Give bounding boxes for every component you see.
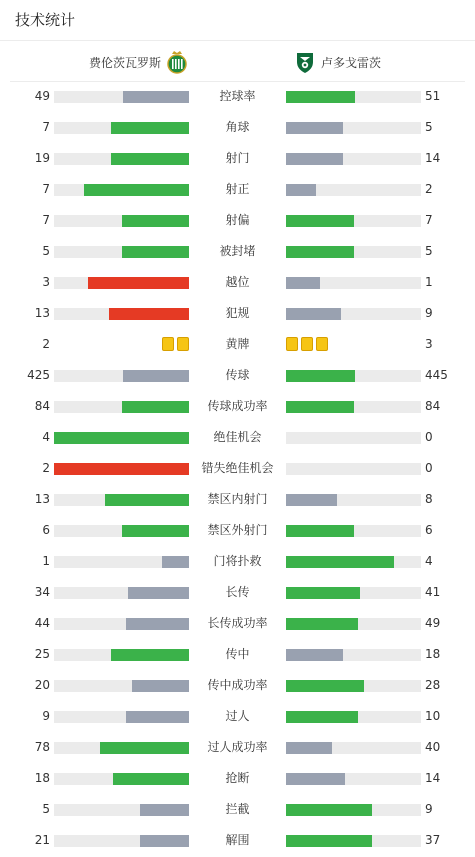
home-value: 84 — [34, 399, 50, 413]
away-value: 10 — [425, 709, 441, 723]
stat-label: 长传成功率 — [207, 616, 268, 630]
away-value: 3 — [425, 337, 433, 351]
away-bar-track — [286, 494, 421, 506]
home-bar-fill — [105, 494, 189, 506]
away-value: 28 — [425, 678, 441, 692]
home-bar-fill — [126, 711, 189, 723]
away-bar-track — [286, 308, 421, 320]
away-value: 37 — [425, 833, 441, 847]
stat-label: 传中成功率 — [207, 678, 268, 692]
home-value: 7 — [42, 120, 50, 134]
stat-label: 过人成功率 — [207, 740, 268, 754]
stat-row — [0, 670, 475, 701]
stat-row — [0, 825, 475, 856]
home-bar-track — [54, 122, 189, 134]
home-bar-track — [54, 835, 189, 847]
away-bar-fill — [286, 835, 372, 847]
home-value: 5 — [42, 244, 50, 258]
away-value: 445 — [425, 368, 448, 382]
stat-label: 射门 — [225, 151, 250, 165]
away-value: 18 — [425, 647, 441, 661]
home-value: 2 — [42, 461, 50, 475]
stat-label: 犯规 — [225, 306, 250, 320]
home-bar-fill — [54, 463, 189, 475]
home-value: 4 — [42, 430, 50, 444]
away-bar-fill — [286, 742, 332, 754]
away-value: 0 — [425, 461, 433, 475]
away-team-name: 卢多戈雷茨 — [321, 55, 382, 70]
away-bar-track — [286, 742, 421, 754]
away-value: 8 — [425, 492, 433, 506]
stat-label: 禁区内射门 — [207, 492, 268, 506]
away-bar-track — [286, 804, 421, 816]
away-bar-fill — [286, 711, 358, 723]
away-team[interactable] — [294, 50, 381, 74]
home-bar-fill — [54, 432, 189, 444]
home-bar-track — [54, 463, 189, 475]
home-value: 3 — [42, 275, 50, 289]
away-value: 40 — [425, 740, 441, 754]
home-team[interactable] — [89, 50, 188, 74]
away-bar-track — [286, 153, 421, 165]
home-bar-track — [54, 215, 189, 227]
home-value: 1 — [42, 554, 50, 568]
away-bar-track — [286, 215, 421, 227]
stat-row — [0, 763, 475, 794]
stat-row — [0, 794, 475, 825]
stat-row — [0, 484, 475, 515]
stat-row — [0, 577, 475, 608]
stat-row — [0, 701, 475, 732]
stat-label: 传球成功率 — [207, 399, 268, 413]
stat-row — [0, 608, 475, 639]
stat-label: 射正 — [225, 182, 250, 196]
stat-label: 禁区外射门 — [207, 523, 268, 537]
home-bar-track — [54, 525, 189, 537]
away-bar-fill — [286, 618, 358, 630]
page-title: 技术统计 — [15, 11, 76, 29]
stat-row — [0, 143, 475, 174]
away-bar-track — [286, 463, 421, 475]
home-bar-fill — [128, 587, 189, 599]
away-bar-fill — [286, 91, 355, 103]
away-bar-fill — [286, 153, 343, 165]
away-bar-fill — [286, 401, 354, 413]
home-bar-track — [54, 308, 189, 320]
away-bar-track — [286, 711, 421, 723]
away-value: 4 — [425, 554, 433, 568]
home-bar-track — [54, 153, 189, 165]
away-bar-fill — [286, 804, 372, 816]
stat-label: 传球 — [225, 368, 250, 382]
stat-row — [0, 546, 475, 577]
home-bar-fill — [109, 308, 189, 320]
ferencvaros-crest-icon — [166, 50, 188, 74]
away-bar-track — [286, 91, 421, 103]
away-bar-track — [286, 432, 421, 444]
home-bar-fill — [126, 618, 189, 630]
away-bar-fill — [286, 556, 394, 568]
stat-row — [0, 267, 475, 298]
home-bar-fill — [111, 649, 189, 661]
stat-row — [0, 81, 475, 112]
home-value: 13 — [34, 492, 50, 506]
away-bar-fill — [286, 277, 320, 289]
away-bar-track — [286, 649, 421, 661]
home-bar-track — [54, 370, 189, 382]
stat-row — [0, 298, 475, 329]
home-value: 44 — [34, 616, 50, 630]
home-bar-fill — [122, 215, 190, 227]
home-value: 18 — [34, 771, 50, 785]
away-bar-track — [286, 587, 421, 599]
away-value: 14 — [425, 151, 441, 165]
away-value: 7 — [425, 213, 433, 227]
away-value: 6 — [425, 523, 433, 537]
home-value: 78 — [34, 740, 50, 754]
away-bar-track — [286, 184, 421, 196]
away-bar-fill — [286, 680, 364, 692]
home-value: 7 — [42, 213, 50, 227]
away-value: 5 — [425, 244, 433, 258]
stat-row — [0, 236, 475, 267]
away-bar-fill — [286, 587, 360, 599]
stat-label: 长传 — [225, 585, 250, 599]
home-bar-track — [54, 649, 189, 661]
home-bar-track — [54, 556, 189, 568]
stat-label: 绝佳机会 — [213, 430, 262, 444]
stat-row — [0, 391, 475, 422]
away-bar-track — [286, 401, 421, 413]
home-value: 7 — [42, 182, 50, 196]
home-team-name: 费伦茨瓦罗斯 — [88, 55, 161, 70]
home-bar-fill — [113, 773, 189, 785]
home-value: 20 — [34, 678, 50, 692]
home-value: 19 — [34, 151, 50, 165]
home-bar-fill — [140, 804, 189, 816]
away-bar-track — [286, 773, 421, 785]
home-bar-track — [54, 401, 189, 413]
away-bar-fill — [286, 370, 355, 382]
away-value: 41 — [425, 585, 441, 599]
stat-label: 射偏 — [225, 213, 250, 227]
home-bar-track — [54, 587, 189, 599]
yellow-card-icon — [162, 337, 174, 351]
stat-label: 抢断 — [225, 771, 250, 785]
home-value: 425 — [27, 368, 50, 382]
away-value: 0 — [425, 430, 433, 444]
stat-row — [0, 112, 475, 143]
page-header — [0, 0, 475, 41]
home-bar-fill — [111, 153, 189, 165]
away-bar-fill — [286, 649, 343, 661]
away-bar-track — [286, 246, 421, 258]
away-bar-fill — [286, 494, 337, 506]
home-value: 34 — [34, 585, 50, 599]
home-bar-fill — [84, 184, 189, 196]
home-bar-track — [54, 711, 189, 723]
stat-label: 解围 — [225, 833, 250, 847]
away-bar-fill — [286, 122, 343, 134]
home-bar-fill — [88, 277, 189, 289]
stat-row — [0, 360, 475, 391]
ludogorets-crest-icon — [294, 50, 316, 74]
home-bar-track — [54, 184, 189, 196]
away-bar-fill — [286, 525, 354, 537]
home-bar-fill — [132, 680, 189, 692]
home-bar-track — [54, 494, 189, 506]
home-bar-track — [54, 246, 189, 258]
home-bar-track — [54, 618, 189, 630]
stat-row — [0, 639, 475, 670]
away-value: 1 — [425, 275, 433, 289]
away-bar-track — [286, 370, 421, 382]
away-bar-track — [286, 556, 421, 568]
home-bar-track — [54, 804, 189, 816]
stat-label: 黄牌 — [225, 337, 250, 351]
away-value: 9 — [425, 306, 433, 320]
teams-header — [10, 42, 465, 82]
home-bar-fill — [122, 525, 190, 537]
stat-row — [0, 515, 475, 546]
stat-label: 拦截 — [225, 802, 250, 816]
yellow-card-icon — [286, 337, 298, 351]
home-bar-track — [54, 773, 189, 785]
home-value: 13 — [34, 306, 50, 320]
home-value: 9 — [42, 709, 50, 723]
stat-label: 门将扑救 — [213, 554, 262, 568]
away-bar-fill — [286, 215, 354, 227]
home-bar-fill — [122, 246, 190, 258]
away-bar-fill — [286, 184, 316, 196]
home-bar-fill — [122, 401, 190, 413]
away-value: 84 — [425, 399, 441, 413]
stat-label: 传中 — [225, 647, 250, 661]
away-bar-track — [286, 618, 421, 630]
away-value: 5 — [425, 120, 433, 134]
stat-row — [0, 329, 475, 360]
away-yellow-cards — [286, 337, 328, 352]
home-value: 5 — [42, 802, 50, 816]
home-bar-fill — [162, 556, 189, 568]
away-value: 51 — [425, 89, 441, 103]
home-bar-fill — [140, 835, 189, 847]
home-bar-track — [54, 680, 189, 692]
home-value: 6 — [42, 523, 50, 537]
stat-row — [0, 453, 475, 484]
home-yellow-cards — [162, 337, 189, 352]
home-bar-fill — [123, 91, 189, 103]
yellow-card-icon — [316, 337, 328, 351]
away-bar-track — [286, 680, 421, 692]
home-value: 2 — [42, 337, 50, 351]
stat-row — [0, 732, 475, 763]
yellow-card-icon — [177, 337, 189, 351]
stat-row — [0, 422, 475, 453]
home-value: 25 — [34, 647, 50, 661]
stat-label: 控球率 — [219, 89, 256, 103]
away-value: 9 — [425, 802, 433, 816]
away-bar-fill — [286, 773, 345, 785]
stat-row — [0, 174, 475, 205]
away-bar-fill — [286, 308, 341, 320]
stat-row — [0, 205, 475, 236]
away-value: 2 — [425, 182, 433, 196]
away-value: 14 — [425, 771, 441, 785]
away-bar-track — [286, 122, 421, 134]
home-bar-track — [54, 432, 189, 444]
home-value: 21 — [34, 833, 50, 847]
home-bar-track — [54, 742, 189, 754]
home-bar-fill — [123, 370, 189, 382]
home-bar-fill — [111, 122, 189, 134]
stat-label: 越位 — [225, 275, 250, 289]
stat-label: 错失绝佳机会 — [201, 461, 274, 475]
away-bar-track — [286, 525, 421, 537]
home-bar-track — [54, 277, 189, 289]
away-value: 49 — [425, 616, 441, 630]
stat-label: 角球 — [225, 120, 250, 134]
yellow-card-icon — [301, 337, 313, 351]
home-bar-fill — [100, 742, 189, 754]
home-bar-track — [54, 91, 189, 103]
away-bar-track — [286, 835, 421, 847]
home-value: 49 — [34, 89, 50, 103]
stat-label: 被封堵 — [219, 244, 256, 258]
stat-label: 过人 — [225, 709, 250, 723]
away-bar-track — [286, 277, 421, 289]
away-bar-fill — [286, 246, 354, 258]
